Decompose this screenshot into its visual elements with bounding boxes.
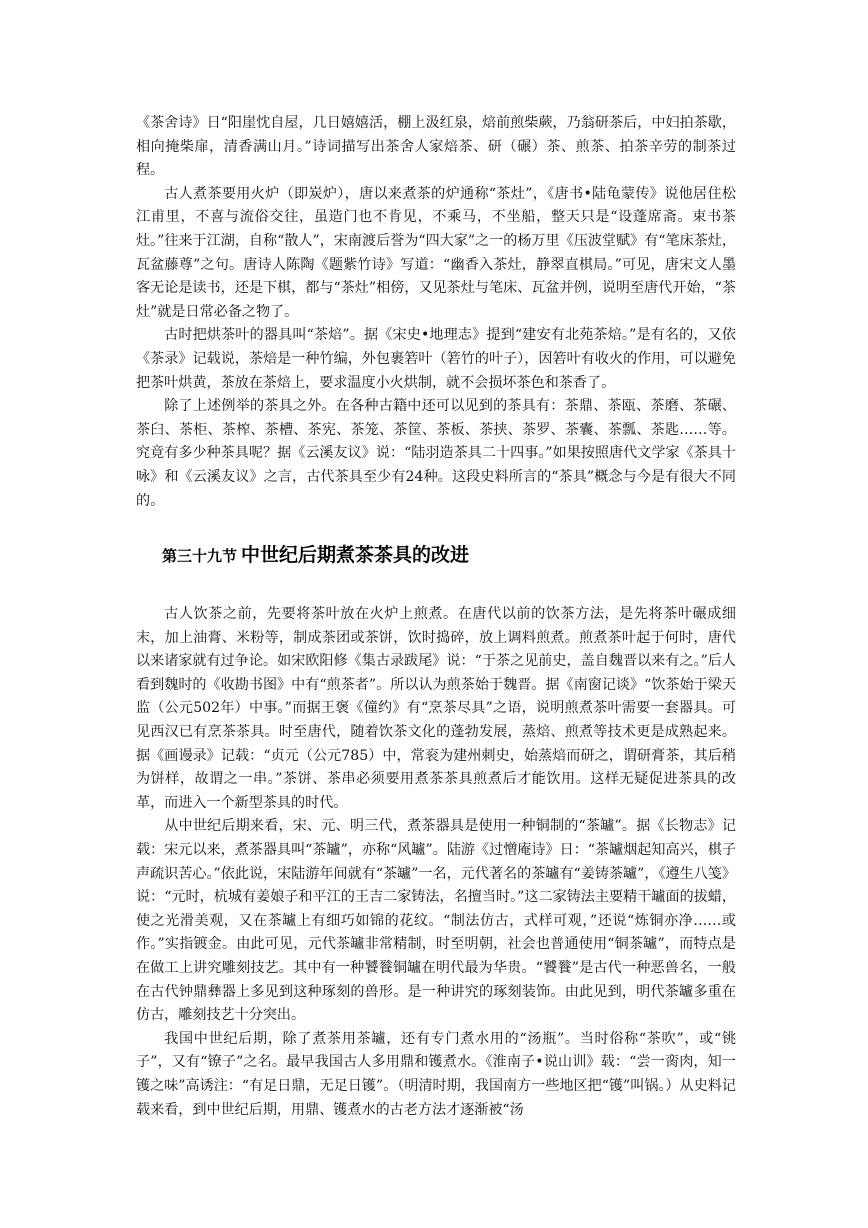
section-number: 第三十九节: [162, 547, 238, 566]
paragraph-tea-stove: 古人煮茶要用火炉（即炭炉），唐以来煮茶的炉通称“茶灶”，《唐书•陆龟蒙传》说他居住松江甫里，不喜与流俗交往，虽造门也不肯见，不乘马，不坐船，整天只是“设蓬席斋。束书茶灶。”往来于江湖，自称“散人”，宋南渡后誉为“四大家”之一的杨万里《压波堂赋》有“笔床茶灶，瓦盆藤尊”之句。唐诗人陈陶《题紫竹诗》写道：“幽香入茶灶，静翠直棋局。”可见，唐宋文人墨客无论是读书，还是下棋，都与“茶灶”相傍，又见茶灶与笔床、瓦盆并例，说明至唐代开始，“茶灶”就是日常必备之物了。: [136, 185, 736, 320]
paragraph-boiling-tea-origins: 古人饮茶之前，先要将茶叶放在火炉上煎煮。在唐代以前的饮茶方法，是先将茶叶碾成细末，加上油膏、米粉等，制成茶团或茶饼，饮时捣碎，放上调料煎煮。煎煮茶叶起于何时，唐代以来诸家就有过争论。如宋欧阳修《集古录跋尾》说：“于茶之见前史，盖自魏晋以来有之。”后人看到魏时的《收勘书图》中有“煎茶者”。所以认为煎茶始于魏晋。据《南窗记谈》“饮茶始于梁天监（公元502年）中事。”而据王褒《僮约》有“烹茶尽具”之语，说明煎煮茶叶需要一套器具。可见西汉已有烹茶茶具。时至唐代，随着饮茶文化的蓬勃发展，蒸焙、煎煮等技术更是成熟起来。据《画谩录》记载：“贞元（公元785）中，常衮为建州刺史，始蒸焙而研之，谓研膏茶，其后稍为饼样，故谓之一串。”茶饼、茶串必须要用煮茶茶具煎煮后才能饮用。这样无疑促进茶具的改革，而进入一个新型茶具的时代。: [136, 606, 736, 811]
paragraph-tea-utensils-list: 除了上述例举的茶具之外。在各种古籍中还可以见到的茶具有：茶鼎、茶瓯、茶磨、茶碾、茶臼、茶柜、茶榨、茶槽、茶宪、茶笼、茶筐、茶板、茶挟、茶罗、茶囊、茶瓢、茶匙……等。究竟有多少种茶具呢？据《云溪友议》说：“陆羽造茶具二十四事。”如果按照唐代文学家《茶具十咏》和《云溪友议》之言，古代茶具至少有24种。这段史料所言的“茶具”概念与今是有很大不同的。: [136, 398, 736, 509]
paragraph-water-kettle: 我国中世纪后期，除了煮茶用茶罏，还有专门煮水用的“汤瓶”。当时俗称“茶吹”，或“铫子”，又有“镣子”之名。最早我国古人多用鼎和镬煮水。《淮南子•说山训》载：“尝一脔肉，知一镬之味”高诱注：“有足日鼎，无足日镬”。（明清时期，我国南方一些地区把“镬”叫锅。）从史料记载来看，到中世纪后期，用鼎、镬煮水的古老方法才逐渐被“汤: [136, 1030, 736, 1118]
paragraph-tea-roaster: 古时把烘茶叶的器具叫“茶焙”。据《宋史•地理志》提到“建安有北苑茶焙。”是有名的，又依《茶录》记载说，茶焙是一种竹编，外包裹箬叶（箬竹的叶子），因箬叶有收火的作用，可以避免把茶叶烘黄，茶放在茶焙上，要求温度小火烘制，就不会损坏茶色和茶香了。: [136, 327, 736, 391]
paragraph-tea-brazier: 从中世纪后期来看，宋、元、明三代，煮茶器具是使用一种铜制的“茶罏”。据《长物志》记载：宋元以来，煮茶器具叫“茶罏”，亦称“风罏”。陆游《过憎庵诗》日：“茶罏烟起知高兴，棋子声疏识苦心。”依此说，宋陆游年间就有“茶罏”一名，元代著名的茶罏有“姜铸茶罏”，《遵生八笺》说：“元时，杭城有姜娘子和平江的王吉二家铸法，名擅当时。”这二家铸法主要精干罏面的拔蜡，使之光滑美观，又在茶罏上有细巧如锦的花纹。“制法仿古，式样可观，”还说“炼铜亦净……或作。”实指镀金。由此可见，元代茶罏非常精制，时至明朝，社会也普通使用“铜茶罏”，而特点是在做工上讲究雕刻技艺。其中有一种饕餮铜罏在明代最为华贵。“饕餮”是古代一种恶兽名，一般在古代钟鼎彝器上多见到这种琢刻的兽形。是一种讲究的琢刻装饰。由此见到，明代茶罏多重在仿古，雕刻技艺十分突出。: [136, 818, 736, 1024]
document-page: [136, 112, 736, 1122]
section-title: 中世纪后期煮茶茶具的改进: [241, 544, 470, 567]
section-heading: [136, 542, 736, 568]
paragraph-tea-house-poem: 《茶舍诗》日“阳崖忱自屋，几日嬉嬉活，棚上汲红泉，焙前煎柴蕨，乃翁研茶后，中妇拍茶歇，相向掩柴扉，清香满山月。”诗词描写出茶舍人家焙茶、研（碾）茶、煎茶、拍茶辛劳的制茶过程。: [136, 115, 736, 179]
